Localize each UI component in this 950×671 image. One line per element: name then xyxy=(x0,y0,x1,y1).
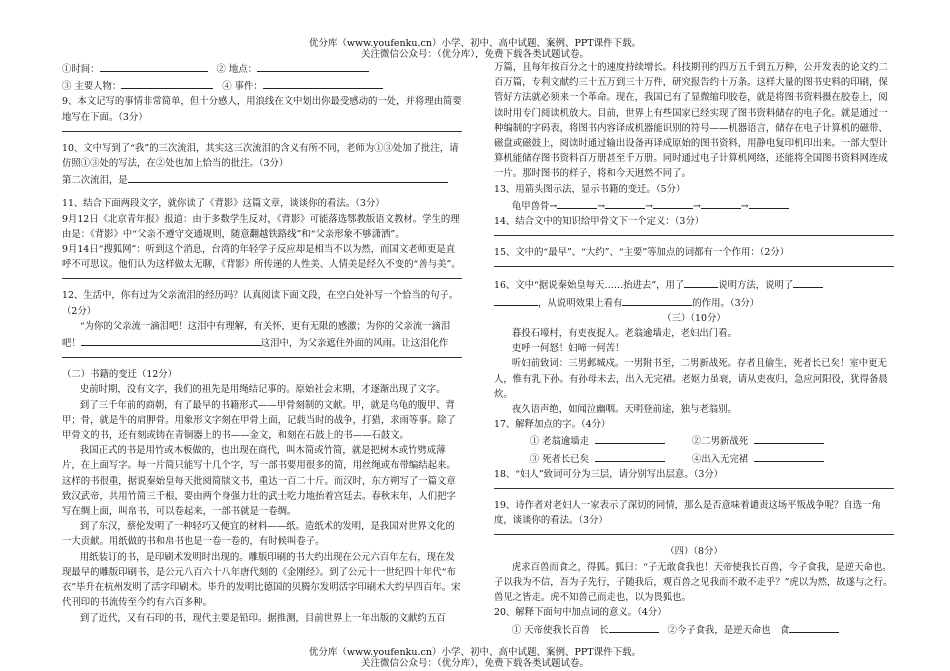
q13-blank-4[interactable] xyxy=(701,197,741,209)
q8-row-2 xyxy=(62,77,462,94)
q13-blank-3[interactable] xyxy=(653,197,693,209)
q17-item-4: ④出入无完裙 xyxy=(691,453,749,465)
poem-line-4: 夜久语声绝，如闻泣幽咽。天明登前途，独与老翁别。 xyxy=(511,404,737,416)
question-16 xyxy=(494,276,894,310)
page-header xyxy=(0,38,950,60)
poem-line-1: 暮投石壕村，有吏夜捉人。老翁逾墙走，老妇出门看。 xyxy=(511,328,737,340)
q8-event-blank[interactable] xyxy=(263,77,383,89)
question-19: 19、诗作者对老妇人一家表示了深切的同情，那么是否意味着谴责这场平叛战争呢？自选一角度，谈谈你的看法。（3分） xyxy=(494,500,881,527)
q16-blank-1[interactable] xyxy=(684,276,718,288)
q20-row xyxy=(494,621,894,638)
header-line-2: 关注微信公众号：（优分库），免费下载各类试题试卷。 xyxy=(360,49,589,60)
q13-arrow-3: → xyxy=(692,200,701,212)
q20-item-1: ① 天帝使我长百兽 长 xyxy=(511,624,609,636)
s2-paragraph-4: 到了东汉，蔡伦发明了一种轻巧又便宜的材料——纸。造纸术的发明，是我国对世界文化的一大贡献。用纸做的书和帛书也是一卷一卷的，有时候叫卷子。 xyxy=(62,521,455,548)
q20-item-2: ②今子食我，是逆天命也 食 xyxy=(667,624,790,636)
q8-people-blank[interactable] xyxy=(121,77,213,89)
question-15: 15、文中的“最早”、“大约”、“主要”等加点的词都有一个作用：（2分） xyxy=(494,247,790,259)
question-17: 17、解释加点的字。（4分） xyxy=(494,419,611,431)
q16-text-c: ，从说明效果上看有 xyxy=(538,297,623,309)
q17-blank-2[interactable] xyxy=(754,432,824,444)
poem-line-3: 听妇前致词：三男邺城戍。一男附书至，二男新战死。存者且偷生，死者长已矣！室中更无人，惟有乳下孙。有孙母未去，出入无完裙。老妪力虽衰，请从吏夜归，急应河阳役，犹得备晨炊。 xyxy=(494,358,888,400)
q17-row-1 xyxy=(494,432,894,449)
q12-passage xyxy=(62,319,462,351)
q17-blank-1[interactable] xyxy=(595,432,665,444)
q13-chain xyxy=(494,197,894,214)
q8-people-label: ③ 主要人物： xyxy=(62,81,122,93)
q17-blank-4[interactable] xyxy=(754,450,824,462)
q8-row-1 xyxy=(62,60,462,77)
s2-paragraph-1: 史前时期，没有文字，我们的祖先是用绳结记事的。原始社会末期，才逐渐出现了文字。 xyxy=(79,384,446,396)
question-12: 12、生活中，你有过为父亲流泪的经历吗？认真阅读下面文段，在空白处补写一个恰当的句子。（2分） xyxy=(62,290,459,317)
q11-passage-1: 9月12日《北京青年报》报道：由于多数学生反对，《背影》可能落选鄂教版语文教材。学生的理由是：《背影》中“父亲不遵守交通规则，随意翻越铁路线”和“父亲形象不够潇洒”。 xyxy=(62,213,460,240)
q20-blank-2[interactable] xyxy=(789,621,839,633)
q8-time-blank[interactable] xyxy=(100,60,208,72)
q9-answer-line[interactable] xyxy=(62,125,462,132)
q8-place-blank[interactable] xyxy=(257,60,369,72)
q12-passage-end: 这泪中，为父亲遮住外面的风雨。让这泪化作 xyxy=(260,338,449,350)
q8-time-label: ①时间： xyxy=(62,64,100,75)
q12-answer-blank[interactable] xyxy=(81,334,261,346)
q17-blank-3[interactable] xyxy=(595,450,665,462)
q17-row-2 xyxy=(494,450,894,467)
s2-paragraph-2: 到了三千年前的商朝，有了最早的书籍形式——甲骨刻制的文献。甲，就是乌龟的腹甲、背甲；骨，就是牛的肩胛骨。用象形文字刻在甲骨上面，记载当时的战争，打猎，求雨等事。除了甲骨文的书，还有刻或铸在青铜器上的书——金文，和刻在石鼓上的书——石鼓文。 xyxy=(62,399,456,442)
question-18: 18、“妇人”致词可分为三层，请分别写出层意。（3分） xyxy=(494,468,724,480)
s2-paragraph-6-cont: 万篇，且每年按百分之十的速度持续增长。科技期刊约四万五千到五万种，公开发表的论文约二百万篇，专利文献约三十五万到三十万件，研究报告约十万条。这样大量的图书史料的印刷，保管好方法就必须来一个革命。现在，我国已有了显微缩印胶卷，就是将图书资料摄在胶卷上，阅读时用专门阅读机放大。目前，世界上有些国家已经实现了图书资料储存的电子化。就是通过一种编制的字码表，将图书内容译成机器能识别的符号——机器语言，储存在电子计算机的磁带、磁盘或磁鼓上，阅读时通过输出设备再译成原始的图书资料，用静电复印机印出来。一部大型计算机能储存图书资料百万册甚至千万册。同时通过电子计算机网络，还能将全国图书资料网连成一片。那时图书的样子，将和今天迥然不同了。 xyxy=(494,62,888,180)
question-20: 20、解释下面句中加点词的意义。（4分） xyxy=(494,607,667,619)
page-footer xyxy=(0,647,950,669)
s2-paragraph-6: 到了近代，又有石印的书，现代主要是铅印。据推测，目前世界上一年出版的文献约五百 xyxy=(79,612,446,624)
q17-item-2: ②二男新战死 xyxy=(691,436,749,448)
q10-answer-label: 第二次流泪，是 xyxy=(62,175,128,187)
q13-arrow-1: → xyxy=(597,200,606,212)
q16-blank-4[interactable] xyxy=(622,294,692,306)
right-column xyxy=(494,60,894,638)
q20-blank-1[interactable] xyxy=(609,621,659,633)
q13-blank-2[interactable] xyxy=(605,197,645,209)
q17-item-1: ① 老翁逾墙走 xyxy=(529,436,589,448)
header-line-1: 优分库（www.youfenku.cn）小学、初中、高中试题、案例、PPT课件下载。 xyxy=(308,38,642,49)
section-2-title: （二）书籍的变迁（12分） xyxy=(62,369,178,381)
q11-answer-line[interactable] xyxy=(62,272,462,279)
q11-passage-2: 9月14日“搜狐网”：听到这个消息，台湾的年轻学子反应却是相当不以为然，而国文老师更是直呼不可思议。他们认为这样做太无聊，《背影》所传递的人性美、人情美是经久不变的“善与美”。 xyxy=(62,244,461,271)
q10-answer xyxy=(62,171,462,188)
s2-paragraph-3: 我国正式的书是用竹或木板做的，也出现在商代，叫木简或竹简，就是把树木或竹劈成薄片，在上面写字。每一片简只能写十几个字，写一部书要用很多的简，用丝绳或布带编结起来。这样的书很重，据说秦始皇每天批阅简牍文书，重达一百二十斤。而汉时，东方朔写了一篇文章致汉武帝，共用竹简三千根，要由两个身强力壮的武士吃力地抬着宫廷去。春秋末年，人们把字写在绸上面，叫帛书，可以卷起来，一部书就是一卷绸。 xyxy=(62,445,456,518)
question-11: 11、结合下面两段文字，就你读了《背影》这篇文章，谈谈你的看法。（3分） xyxy=(62,198,385,210)
q13-arrow-2: → xyxy=(645,200,653,212)
q8-event-label: ④ 事件： xyxy=(222,81,263,93)
q14-answer-line[interactable] xyxy=(494,229,894,236)
q16-text-a: 16、文中“据说秦始皇每天……抬进去”，用了 xyxy=(494,280,685,292)
footer-line-2: 关注微信公众号：（优分库），免费下载各类试题试卷。 xyxy=(360,658,589,669)
q19-answer-line[interactable] xyxy=(494,528,894,535)
s4-passage: 虎求百兽而食之，得狐。狐曰：“子无敢食我也！天帝使我长百兽，今子食我，是逆天命也。子以我为不信，吾为子先行，子随我后，观百兽之见我而不敢不走乎？”虎以为然，故遂与之行。兽见之皆走。虎不知兽己而走也，以为畏狐也。 xyxy=(494,561,893,604)
section-3-title: （三）（10分） xyxy=(662,312,726,324)
q16-blank-2[interactable] xyxy=(793,276,823,288)
poem-line-2: 吏呼一何怒！妇啼一何苦！ xyxy=(511,343,625,355)
q12-passage-text: “为你的父亲流一滴泪吧！这泪中有理解，有关怀，更有无限的感激；为你的父亲流一滴泪吧！ xyxy=(62,320,451,350)
q8-place-label: ② 地点： xyxy=(216,64,257,75)
q12-answer-line[interactable] xyxy=(62,351,462,358)
s2-paragraph-5: 用纸装订的书，是印刷术发明时出现的。雕版印刷的书大约出现在公元六百年左右，现在发现最早的雕版印刷书，是公元八百六十八年唐代刻的《金刚经》。到了公元十一世纪四十年代“布衣”毕升在杭州发明了活字印刷术。毕升的发明比德国的贝腾尔发明活字印刷术大约早四百年。宋代刊印的书流传至今约有六百多种。 xyxy=(62,551,461,609)
q10-answer-blank[interactable] xyxy=(128,171,448,183)
q13-blank-5[interactable] xyxy=(749,197,789,209)
q16-text-b: 说明方法，说明了 xyxy=(718,280,794,292)
q16-text-d: 的作用。（3分） xyxy=(692,297,760,309)
question-9: 9、本文记写的事情非常简单，但十分感人，用浪线在文中划出你最受感动的一处，并将理由简要地写在下面。（3分） xyxy=(62,96,462,123)
q13-arrow-4: → xyxy=(740,200,749,212)
q15-answer-line[interactable] xyxy=(494,260,894,267)
q17-item-3: ③ 死者长已矣 xyxy=(529,453,589,465)
question-10: 10、文中写到了“我”的三次流泪，其实这三次流泪的含义有所不同，老师为①③处加了批注，请仿照①③处的写法，在②处也加上恰当的批注。（3分） xyxy=(62,142,459,170)
question-13: 13、用箭头图示法，显示书籍的变迁。（5分） xyxy=(494,183,686,195)
q13-chain-start: 龟甲兽骨→ xyxy=(511,200,558,212)
section-4-title: （四）（8分） xyxy=(665,546,723,558)
q16-blank-3[interactable] xyxy=(494,294,538,306)
question-14: 14、结合文中的知识给甲骨文下一个定义：（3分） xyxy=(494,216,705,228)
q18-answer-line[interactable] xyxy=(494,482,894,489)
footer-line-1: 优分库（www.youfenku.cn）小学、初中、高中试题、案例、PPT课件下载。 xyxy=(308,647,642,658)
left-column xyxy=(62,60,462,626)
q13-blank-1[interactable] xyxy=(557,197,597,209)
